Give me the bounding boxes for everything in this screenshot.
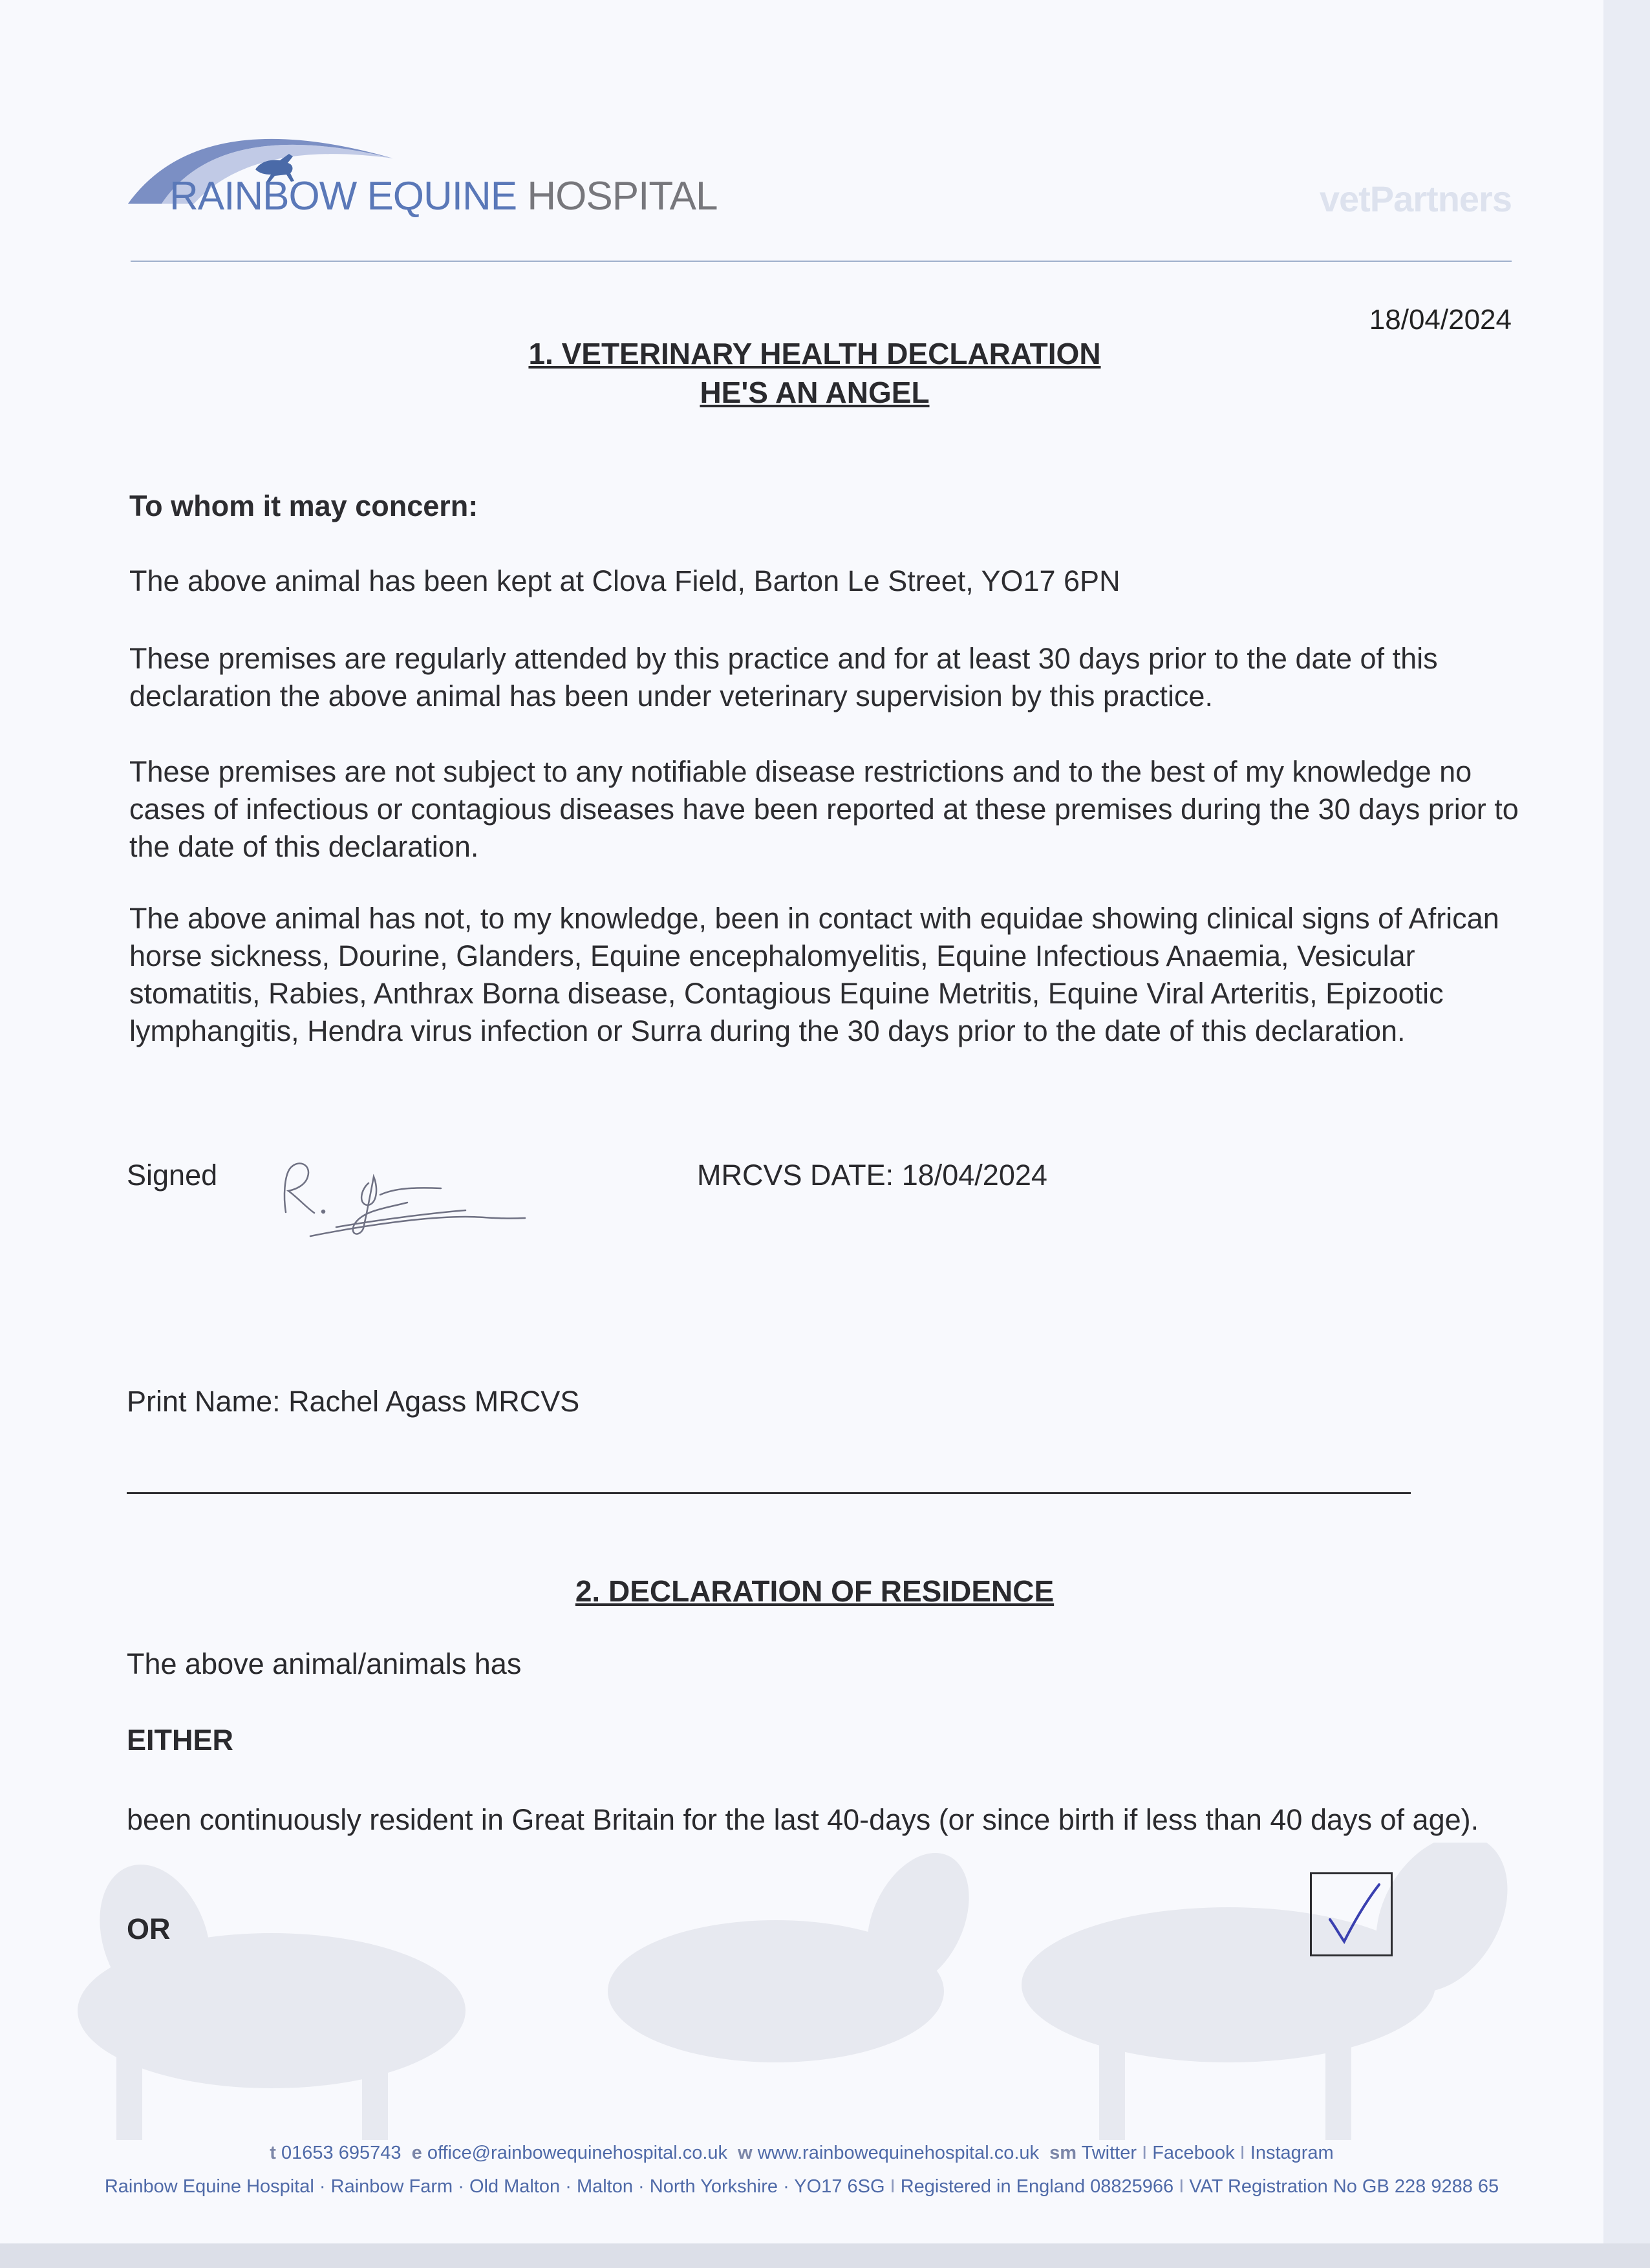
footer-vat: VAT Registration No GB 228 9288 65 — [1189, 2176, 1499, 2197]
either-label: EITHER — [127, 1724, 234, 1757]
footer-registered: Registered in England 08825966 — [900, 2176, 1174, 2197]
hospital-logo — [169, 173, 717, 219]
phone-tag: t — [270, 2143, 276, 2163]
logo-word-1: RAINBOW EQUINE — [169, 174, 517, 219]
footer-website[interactable]: www.rainbowequinehospital.co.uk — [757, 2143, 1040, 2163]
footer-address: Rainbow Equine Hospital · Rainbow Farm · Old Malton · Malton · North Yorkshire · YO17 6SG — [104, 2176, 885, 2197]
residence-intro: The above animal/animals has — [127, 1647, 522, 1680]
footer-contact-line — [0, 2143, 1603, 2164]
print-name: Print Name: Rachel Agass MRCVS — [127, 1385, 580, 1418]
salutation: To whom it may concern: — [129, 489, 478, 522]
logo-word-2: HOSPITAL — [527, 174, 718, 219]
horse-name-title: HE'S AN ANGEL — [700, 376, 930, 409]
or-label: OR — [127, 1912, 171, 1945]
residence-option-1: been continuously resident in Great Britain for the last 40-days (or since birth if less than 40 days of age). — [127, 1803, 1479, 1836]
social-tag: sm — [1049, 2143, 1077, 2163]
disease-restrictions-paragraph: These premises are not subject to any notifiable disease restrictions and to the best of my knowledge no cases of infectious or contagious diseases have been reported at these premises during the 30 days prior to the date of this declaration. — [129, 755, 1519, 863]
footer-address-line — [0, 2176, 1603, 2198]
section2-title: 2. DECLARATION OF RESIDENCE — [575, 1574, 1055, 1608]
scan-edge — [0, 2243, 1650, 2268]
document-date: 18/04/2024 — [1369, 304, 1512, 336]
footer-separator: I — [890, 2176, 895, 2197]
header-rule — [131, 261, 1512, 262]
footer-separator: I — [1179, 2176, 1184, 2197]
footer-facebook[interactable]: Facebook — [1152, 2143, 1235, 2163]
signed-label: Signed — [127, 1159, 218, 1192]
vetpartners-logo: vetPartners — [1319, 178, 1512, 219]
email-tag: e — [411, 2143, 422, 2163]
checkmark-icon — [1312, 1874, 1392, 1956]
footer-instagram[interactable]: Instagram — [1250, 2143, 1334, 2163]
section1-title: 1. VETERINARY HEALTH DECLARATION — [528, 337, 1101, 370]
mrcvs-date: MRCVS DATE: 18/04/2024 — [697, 1159, 1047, 1192]
handwritten-signature — [272, 1157, 543, 1241]
supervision-paragraph: These premises are regularly attended by this practice and for at least 30 days prior to the date of this declaration the above animal has been under veterinary supervision by this practice. — [129, 642, 1438, 712]
footer-phone: 01653 695743 — [281, 2143, 402, 2163]
section-divider — [127, 1492, 1411, 1494]
premises-address-paragraph: The above animal has been kept at Clova Field, Barton Le Street, YO17 6PN — [129, 564, 1120, 597]
footer-separator: I — [1142, 2143, 1148, 2163]
contact-paragraph: The above animal has not, to my knowledge, been in contact with equidae showing clinical signs of African horse sickness, Dourine, Glanders, Equine encephalomyelitis, Equine Infectious Anaemia, Vesicular stomatitis, Rabies, Anthrax Borna disease, Contagious Equine Metritis, Equine Viral Arteritis, Epizootic lymphangitis, Hendra virus infection or Surra during the 30 days prior to the date of this declaration. — [129, 902, 1499, 1047]
residence-checkbox[interactable] — [1310, 1872, 1393, 1956]
footer-twitter[interactable]: Twitter — [1081, 2143, 1137, 2163]
footer-email[interactable]: office@rainbowequinehospital.co.uk — [427, 2143, 728, 2163]
footer-separator: I — [1239, 2143, 1245, 2163]
web-tag: w — [738, 2143, 753, 2163]
